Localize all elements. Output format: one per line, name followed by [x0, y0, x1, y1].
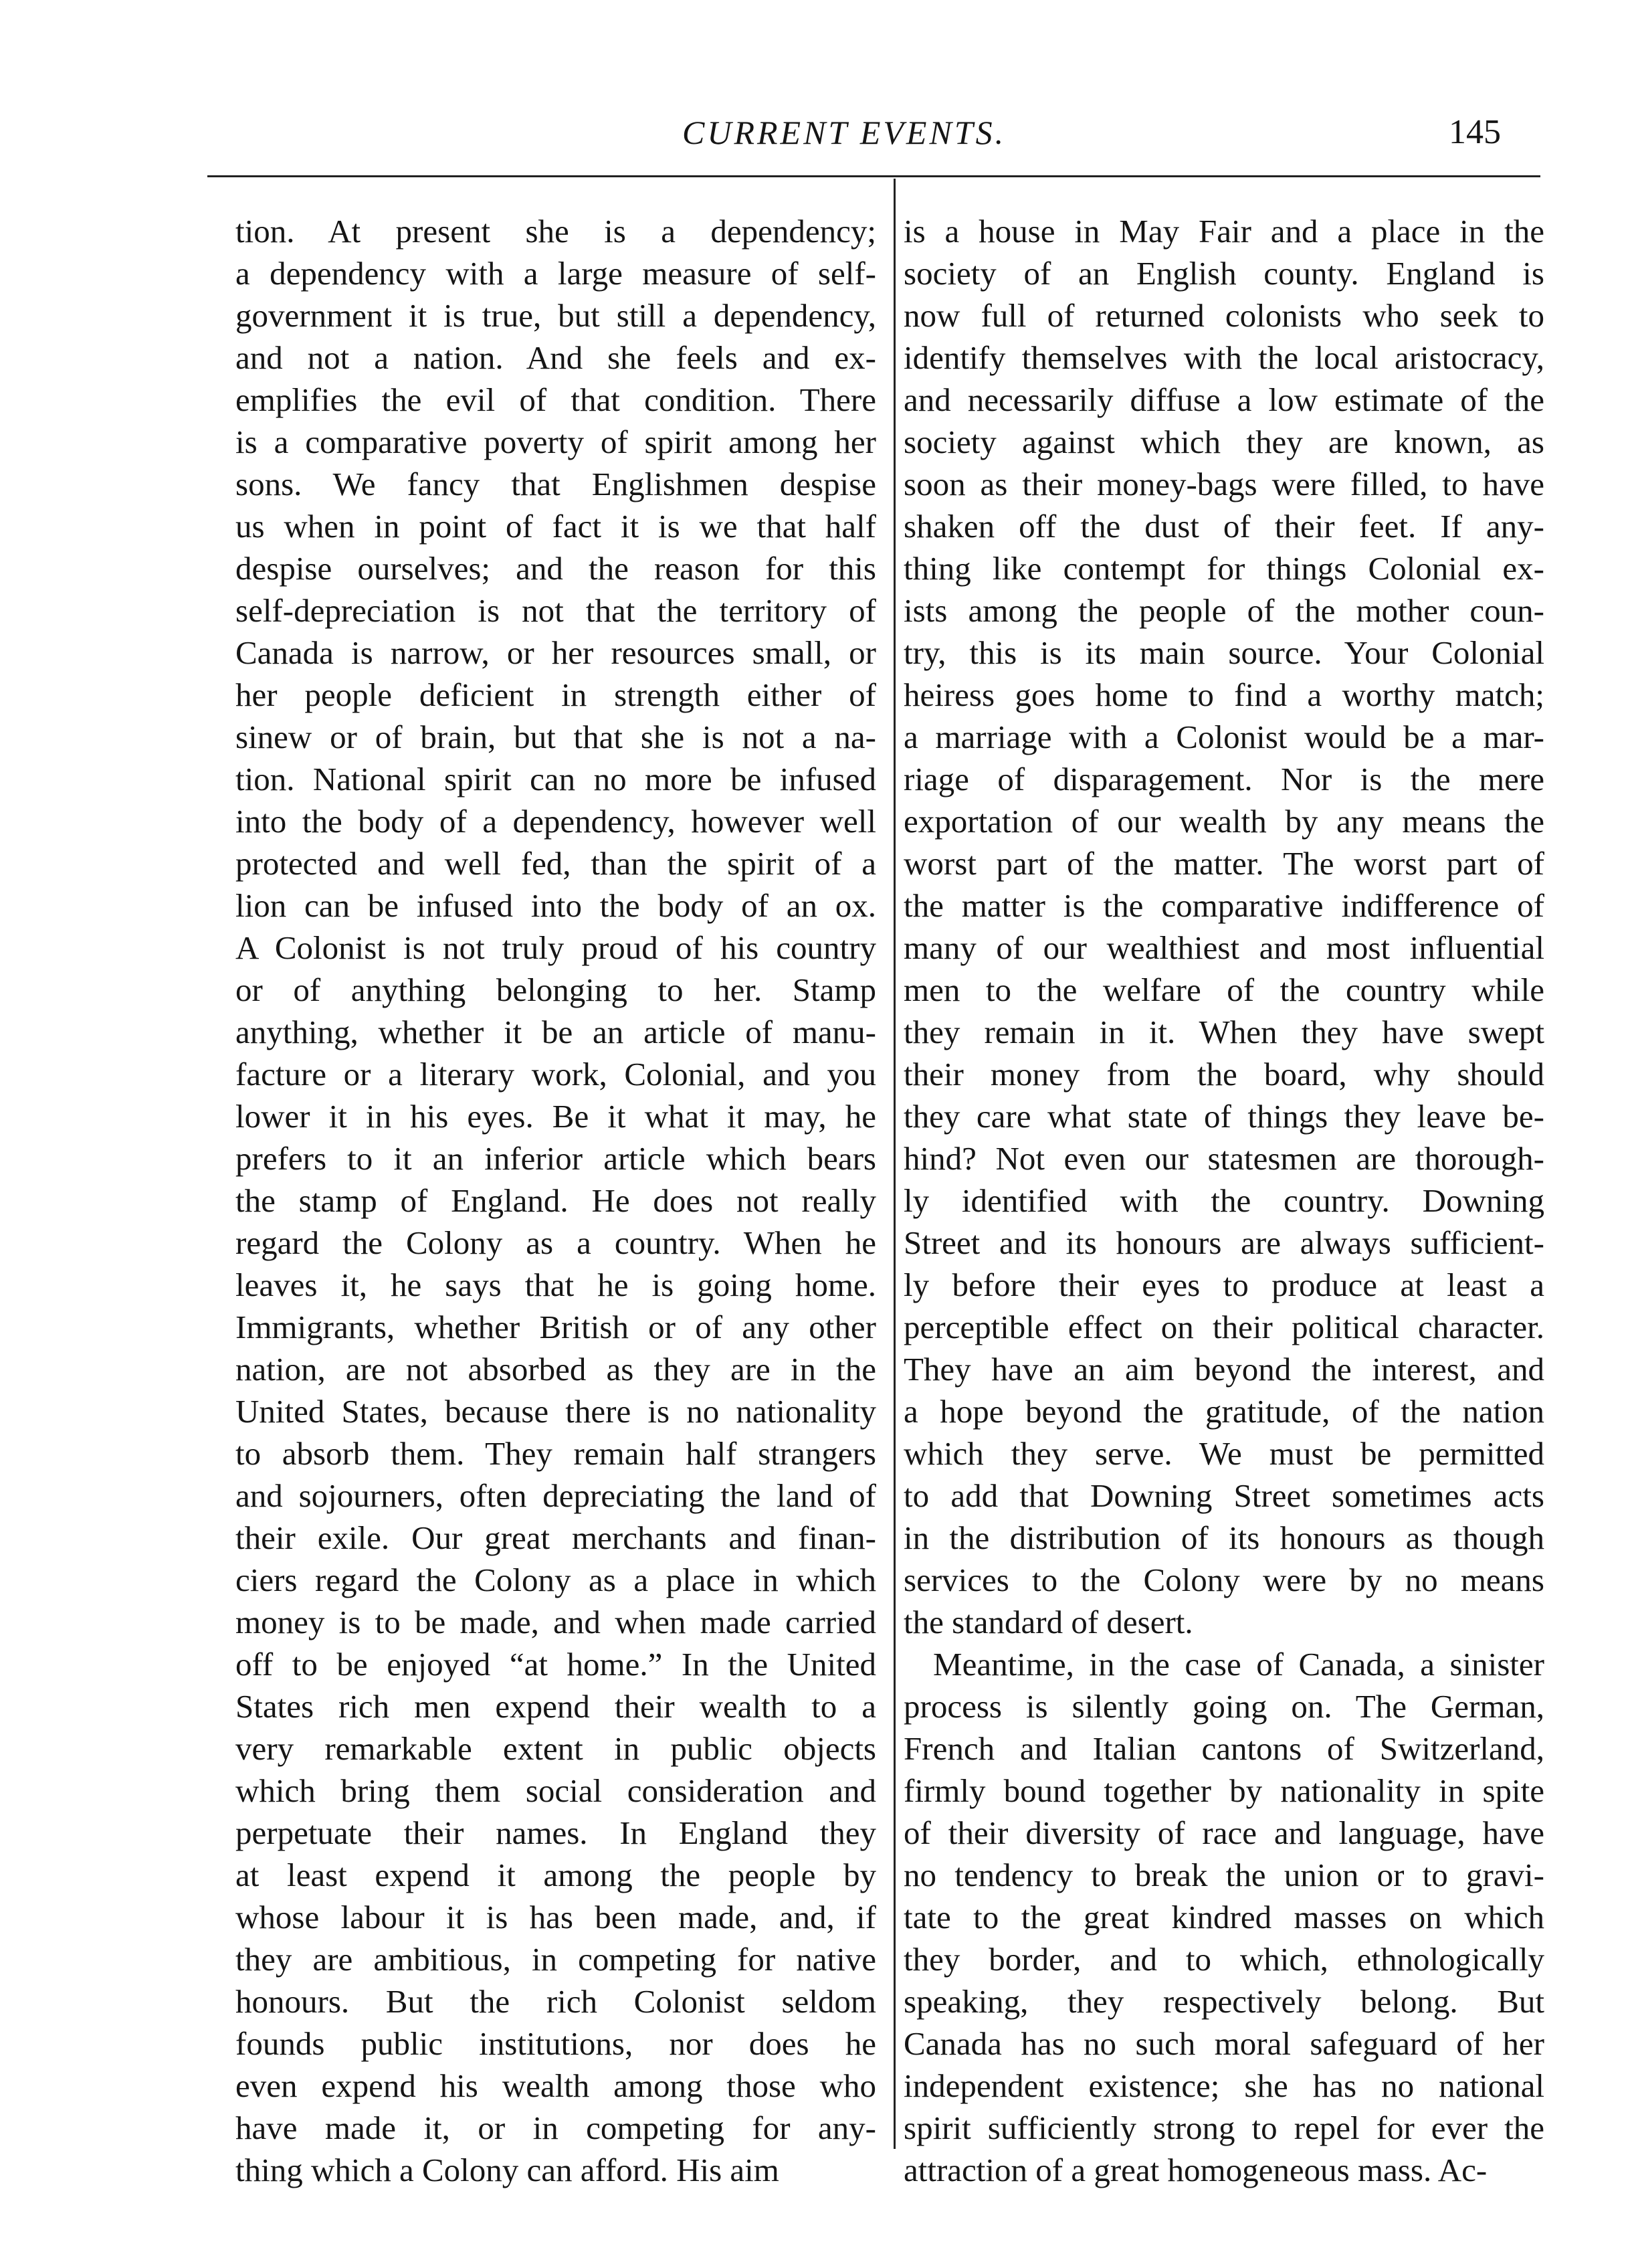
- text-line: thing like contempt for things Colonial ex-: [904, 550, 1544, 587]
- text-line: founds public institutions, nor does he: [235, 2025, 876, 2062]
- text-column-right: [904, 210, 1544, 2191]
- text-line: lion can be infused into the body of an ox.: [235, 887, 876, 924]
- text-line: the matter is the comparative indifference of: [904, 887, 1544, 924]
- text-line: Street and its honours are always sufficient-: [904, 1224, 1544, 1261]
- text-line: a marriage with a Colonist would be a mar-: [904, 719, 1544, 755]
- text-line: process is silently going on. The German,: [904, 1688, 1544, 1725]
- text-line: French and Italian cantons of Switzerland,: [904, 1730, 1544, 1767]
- text-line: regard the Colony as a country. When he: [235, 1224, 876, 1261]
- text-line: which bring them social consideration and: [235, 1772, 876, 1809]
- text-line: of their diversity of race and language, have: [904, 1814, 1544, 1851]
- text-line: independent existence; she has no national: [904, 2067, 1544, 2104]
- text-line: they border, and to which, ethnologically: [904, 1941, 1544, 1978]
- text-column-left: [235, 210, 876, 2191]
- text-line: exportation of our wealth by any means the: [904, 803, 1544, 840]
- text-line: no tendency to break the union or to gravi-: [904, 1857, 1544, 1893]
- text-line: is a comparative poverty of spirit among her: [235, 423, 876, 460]
- text-line: in the distribution of its honours as though: [904, 1519, 1544, 1556]
- text-line: to add that Downing Street sometimes acts: [904, 1477, 1544, 1514]
- text-line: spirit sufficiently strong to repel for ever the: [904, 2109, 1544, 2146]
- text-line: the stamp of England. He does not really: [235, 1182, 876, 1219]
- text-line: a dependency with a large measure of self-: [235, 255, 876, 292]
- text-line: they care what state of things they leave be-: [904, 1098, 1544, 1135]
- text-line: soon as their money-bags were filled, to have: [904, 466, 1544, 502]
- column-divider: [894, 179, 896, 2149]
- text-line: anything, whether it be an article of manu-: [235, 1014, 876, 1050]
- text-line: thing which a Colony can afford. His aim: [235, 2152, 779, 2188]
- text-line: heiress goes home to find a worthy match;: [904, 676, 1544, 713]
- text-line: services to the Colony were by no means: [904, 1562, 1544, 1598]
- text-line: their money from the board, why should: [904, 1056, 1544, 1093]
- header-rule: [207, 175, 1540, 177]
- text-line: and sojourners, often depreciating the land of: [235, 1477, 876, 1514]
- text-line: off to be enjoyed “at home.” In the United: [235, 1646, 876, 1683]
- text-line: ly identified with the country. Downing: [904, 1182, 1544, 1219]
- text-line: they are ambitious, in competing for native: [235, 1941, 876, 1978]
- page-number: 145: [1449, 113, 1501, 151]
- text-line: self-depreciation is not that the territory of: [235, 592, 876, 629]
- text-line: attraction of a great homogeneous mass. Ac-: [904, 2152, 1488, 2188]
- text-line: government it is true, but still a dependency,: [235, 297, 876, 334]
- text-line: A Colonist is not truly proud of his country: [235, 929, 876, 966]
- text-line: sons. We fancy that Englishmen despise: [235, 466, 876, 502]
- text-line: even expend his wealth among those who: [235, 2067, 876, 2104]
- text-line: their exile. Our great merchants and finan-: [235, 1519, 876, 1556]
- text-line: They have an aim beyond the interest, and: [904, 1351, 1544, 1388]
- text-line: or of anything belonging to her. Stamp: [235, 971, 876, 1008]
- text-line: many of our wealthiest and most influential: [904, 929, 1544, 966]
- text-line: Canada has no such moral safeguard of her: [904, 2025, 1544, 2062]
- text-line: worst part of the matter. The worst part of: [904, 845, 1544, 882]
- text-line: her people deficient in strength either of: [235, 676, 876, 713]
- text-line: at least expend it among the people by: [235, 1857, 876, 1893]
- text-line: despise ourselves; and the reason for this: [235, 550, 876, 587]
- text-line: and not a nation. And she feels and ex-: [235, 339, 876, 376]
- text-line: society against which they are known, as: [904, 423, 1544, 460]
- text-line: now full of returned colonists who seek to: [904, 297, 1544, 334]
- text-line: is a house in May Fair and a place in the: [904, 213, 1544, 250]
- text-line: identify themselves with the local aristocracy,: [904, 339, 1544, 376]
- text-line: emplifies the evil of that condition. There: [235, 381, 876, 418]
- text-line: perceptible effect on their political character.: [904, 1309, 1544, 1345]
- text-line: ciers regard the Colony as a place in which: [235, 1562, 876, 1598]
- text-line: honours. But the rich Colonist seldom: [235, 1983, 876, 2020]
- text-line: sinew or of brain, but that she is not a na-: [235, 719, 876, 755]
- text-line: tion. National spirit can no more be infused: [235, 761, 876, 797]
- text-line: prefers to it an inferior article which bears: [235, 1140, 876, 1177]
- running-title: CURRENT EVENTS.: [682, 114, 1007, 151]
- text-line: United States, because there is no nationality: [235, 1393, 876, 1430]
- text-line: ly before their eyes to produce at least a: [904, 1266, 1544, 1303]
- text-line: have made it, or in competing for any-: [235, 2109, 876, 2146]
- text-line: to absorb them. They remain half strangers: [235, 1435, 876, 1472]
- text-line: they remain in it. When they have swept: [904, 1014, 1544, 1050]
- text-line: the standard of desert.: [904, 1604, 1193, 1640]
- text-line: which they serve. We must be permitted: [904, 1435, 1544, 1472]
- text-line: nation, are not absorbed as they are in the: [235, 1351, 876, 1388]
- text-line: shaken off the dust of their feet. If any-: [904, 508, 1544, 545]
- text-line: speaking, they respectively belong. But: [904, 1983, 1544, 2020]
- text-line: a hope beyond the gratitude, of the nation: [904, 1393, 1544, 1430]
- text-line: into the body of a dependency, however well: [235, 803, 876, 840]
- text-line: tion. At present she is a dependency;: [235, 213, 876, 250]
- text-line: society of an English county. England is: [904, 255, 1544, 292]
- text-line: whose labour it is has been made, and, if: [235, 1899, 876, 1935]
- text-line: very remarkable extent in public objects: [235, 1730, 876, 1767]
- text-line: Meantime, in the case of Canada, a sinister: [933, 1646, 1544, 1683]
- text-line: men to the welfare of the country while: [904, 971, 1544, 1008]
- text-line: Immigrants, whether British or of any other: [235, 1309, 876, 1345]
- text-line: perpetuate their names. In England they: [235, 1814, 876, 1851]
- text-line: ists among the people of the mother coun-: [904, 592, 1544, 629]
- text-line: hind? Not even our statesmen are thorough-: [904, 1140, 1544, 1177]
- text-line: tate to the great kindred masses on which: [904, 1899, 1544, 1935]
- text-line: us when in point of fact it is we that half: [235, 508, 876, 545]
- text-line: and necessarily diffuse a low estimate of the: [904, 381, 1544, 418]
- text-line: money is to be made, and when made carried: [235, 1604, 876, 1640]
- text-line: facture or a literary work, Colonial, and you: [235, 1056, 876, 1093]
- text-line: try, this is its main source. Your Colonial: [904, 634, 1544, 671]
- text-line: riage of disparagement. Nor is the mere: [904, 761, 1544, 797]
- text-line: leaves it, he says that he is going home.: [235, 1266, 876, 1303]
- text-line: States rich men expend their wealth to a: [235, 1688, 876, 1725]
- text-line: lower it in his eyes. Be it what it may, he: [235, 1098, 876, 1135]
- text-line: protected and well fed, than the spirit of a: [235, 845, 876, 882]
- text-line: firmly bound together by nationality in spite: [904, 1772, 1544, 1809]
- text-line: Canada is narrow, or her resources small, or: [235, 634, 876, 671]
